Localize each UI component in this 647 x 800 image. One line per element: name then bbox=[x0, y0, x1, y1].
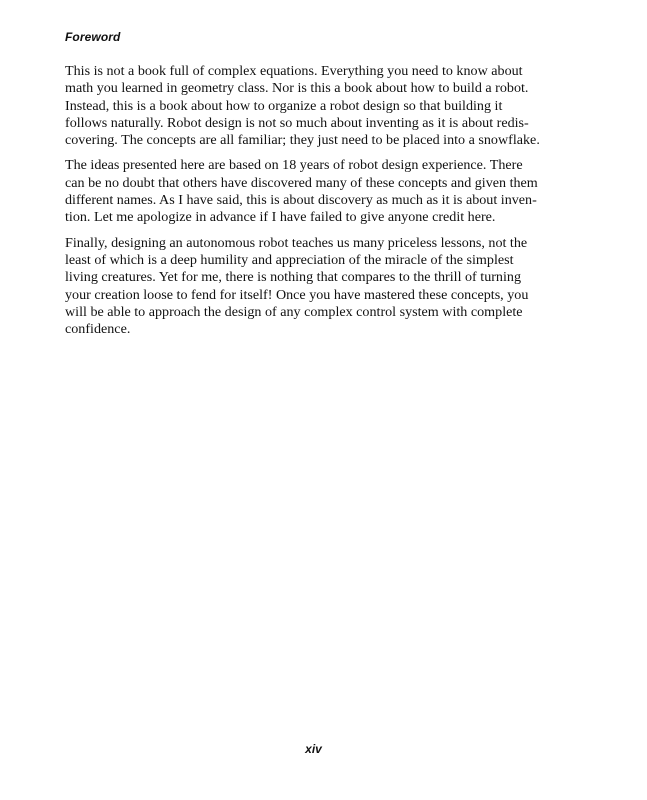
text-line: your creation loose to fend for itself! Once you have mastered these concepts, you bbox=[65, 286, 529, 303]
text-line: confidence. bbox=[65, 321, 131, 338]
text-line: living creatures. Yet for me, there is nothing that compares to the thrill of turning bbox=[65, 269, 521, 286]
text-line: covering. The concepts are all familiar; they just need to be placed into a snowflake. bbox=[65, 132, 540, 149]
body-text bbox=[65, 63, 565, 346]
paragraph-1 bbox=[65, 63, 565, 149]
paragraph-3 bbox=[65, 235, 565, 339]
text-line: different names. As I have said, this is about discovery as much as it is about inven- bbox=[65, 192, 537, 209]
page-number: xiv bbox=[305, 742, 322, 756]
text-line: will be able to approach the design of any complex control system with complete bbox=[65, 303, 523, 320]
text-line: The ideas presented here are based on 18 years of robot design experience. There bbox=[65, 157, 523, 174]
text-line: Finally, designing an autonomous robot teaches us many priceless lessons, not the bbox=[65, 234, 528, 251]
text-line: math you learned in geometry class. Nor is this a book about how to build a robot. bbox=[65, 80, 529, 97]
text-line: can be no doubt that others have discovered many of these concepts and given them bbox=[65, 174, 538, 191]
paragraph-2 bbox=[65, 157, 565, 226]
text-line: Instead, this is a book about how to organize a robot design so that building it bbox=[65, 97, 503, 114]
running-head: Foreword bbox=[65, 30, 121, 44]
text-line: tion. Let me apologize in advance if I have failed to give anyone credit here. bbox=[65, 209, 496, 226]
text-line: follows naturally. Robot design is not so much about inventing as it is about redis- bbox=[65, 114, 529, 131]
text-line: least of which is a deep humility and appreciation of the miracle of the simplest bbox=[65, 251, 514, 268]
text-line: This is not a book full of complex equations. Everything you need to know about bbox=[65, 63, 523, 79]
